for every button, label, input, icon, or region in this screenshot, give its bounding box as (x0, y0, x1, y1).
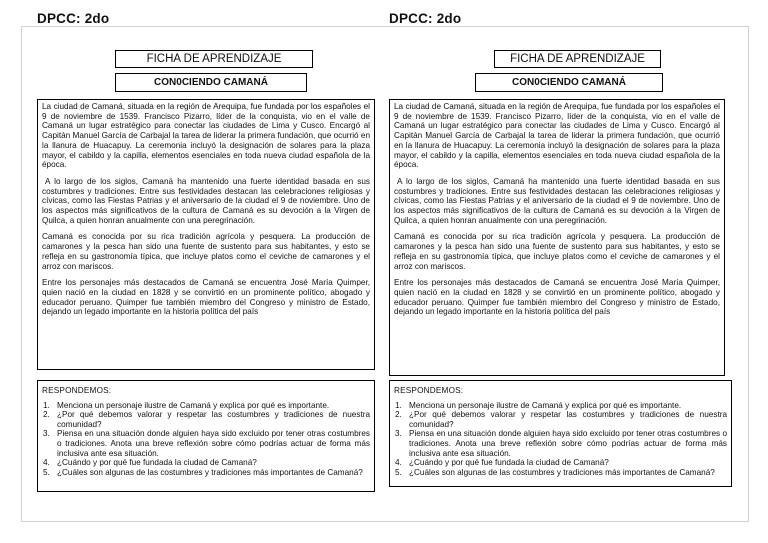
question-text: ¿Por qué debemos valorar y respetar las costumbres y tradiciones de nuestra comunidad? (409, 410, 727, 429)
reading-paragraph: La ciudad de Camaná, situada en la región de Arequipa, fue fundada por los españoles el 9 de noviembre de 1539. Francisco Pizarro, líder de la conquista, vio en el valle de Camaná un lugar estratégico para conectar las ciudades de Lima y Cusco. Encargó al Capitán Manuel García de Carbajal la tarea de liderar la primera fundación, que ocurrió en la llanura de Huacapuy. La ceremonia incluyó la designación de solares para la plaza mayor, el cabildo y la capilla, elementos esenciales en toda nueva ciudad española de la época. (394, 102, 720, 170)
question-text: ¿Por qué debemos valorar y respetar las costumbres y tradiciones de nuestra comunidad? (57, 410, 370, 429)
reading-box (389, 99, 725, 376)
question-item (42, 401, 370, 411)
question-number: 2. (43, 410, 50, 420)
question-item (42, 429, 370, 458)
question-number: 5. (395, 467, 402, 477)
question-item (394, 429, 727, 458)
question-text: Menciona un personaje ilustre de Camaná y explica por qué es importante. (409, 400, 682, 410)
question-item (394, 458, 727, 468)
ficha-title: FICHA DE APRENDIZAJE (494, 50, 661, 68)
question-text: Menciona un personaje ilustre de Camaná y explica por qué es importante. (57, 400, 330, 410)
questions-list (42, 401, 370, 478)
reading-paragraph: Entre los personajes más destacados de Camaná se encuentra José María Quimper, quien nació en la ciudad en 1828 y se convirtió en un prominente político, abogado y educador peruano. Quimper fue también miembro del Congreso y ministro de Estado, dejando un legado importante en la historia política del país (42, 278, 370, 317)
reading-paragraph: A lo largo de los siglos, Camaná ha mantenido una fuerte identidad basada en sus costumbres y tradiciones. Entre sus festividades destacan las celebraciones religiosas y cívicas, como las Fiestas Patrias y el aniversario de la ciudad el 9 de noviembre. Uno de los aspectos más significativos de la cultura de Camaná es su devoción a la Virgen de Quilca, a quien honran anualmente con una peregrinación. (394, 176, 720, 225)
reading-box (37, 99, 375, 370)
question-number: 5. (43, 467, 50, 477)
ficha-title: FICHA DE APRENDIZAJE (115, 50, 313, 68)
question-number: 1. (43, 400, 50, 410)
question-number: 4. (43, 458, 50, 468)
questions-box (37, 380, 375, 492)
reading-paragraph: Camaná es conocida por su rica tradición agrícola y pesquera. La producción de camarones y la pesca han sido una fuente de sustento para sus habitantes, y esto se refleja en su gastronomía típica, que incluye platos como el ceviche de camarones y el arroz con mariscos. (394, 232, 720, 271)
dpcc-label: DPCC: 2do (389, 11, 462, 26)
question-number: 1. (395, 400, 402, 410)
reading-paragraph: Entre los personajes más destacados de Camaná se encuentra José María Quimper, quien nació en la ciudad en 1828 y se convirtió en un prominente político, abogado y educador peruano. Quimper fue también miembro del Congreso y ministro de Estado, dejando un legado importante en la historia política del país (394, 278, 720, 317)
ficha-subtitle: CON0CIENDO CAMANÁ (475, 73, 663, 92)
question-text: Piensa en una situación donde alguien haya sido excluido por tener otras costumbres o tradiciones. Anota una breve reflexión sobre cómo podrías actuar de forma más inclusiva ante esa situación. (409, 429, 727, 458)
questions-heading: RESPONDEMOS: (42, 386, 112, 395)
dpcc-label: DPCC: 2do (37, 11, 110, 26)
question-number: 3. (395, 429, 402, 439)
reading-paragraph: Camaná es conocida por su rica tradición agrícola y pesquera. La producción de camarones y la pesca han sido una fuente de sustento para sus habitantes, y esto se refleja en su gastronomía típica, que incluye platos como el ceviche de camarones y el arroz con mariscos. (42, 232, 370, 271)
question-text: ¿Cuándo y por qué fue fundada la ciudad de Camaná? (409, 458, 609, 468)
questions-box (389, 380, 732, 487)
question-text: Piensa en una situación donde alguien haya sido excluido por tener otras costumbres o tradiciones. Anota una breve reflexión sobre cómo podrías actuar de forma más inclusiva ante esa situación. (57, 429, 370, 458)
question-number: 2. (395, 410, 402, 420)
questions-heading: RESPONDEMOS: (394, 386, 464, 395)
question-item (42, 468, 370, 478)
question-number: 3. (43, 429, 50, 439)
ficha-subtitle: CON0CIENDO CAMANÁ (115, 73, 307, 92)
question-item (42, 410, 370, 429)
question-item (394, 410, 727, 429)
question-number: 4. (395, 458, 402, 468)
question-item (42, 458, 370, 468)
question-text: ¿Cuáles son algunas de las costumbres y tradiciones más importantes de Camaná? (57, 467, 363, 477)
question-text: ¿Cuáles son algunas de las costumbres y tradiciones más importantes de Camaná? (409, 467, 715, 477)
question-item (394, 468, 727, 478)
reading-paragraph: A lo largo de los siglos, Camaná ha mantenido una fuerte identidad basada en sus costumbres y tradiciones. Entre sus festividades destacan las celebraciones religiosas y cívicas, como las Fiestas Patrias y el aniversario de la ciudad el 9 de noviembre. Uno de los aspectos más significativos de la cultura de Camaná es su devoción a la Virgen de Quilca, a quien honran anualmente con una peregrinación. (42, 176, 370, 225)
question-text: ¿Cuándo y por qué fue fundada la ciudad de Camaná? (57, 458, 257, 468)
question-item (394, 401, 727, 411)
questions-list (394, 401, 727, 478)
reading-paragraph: La ciudad de Camaná, situada en la región de Arequipa, fue fundada por los españoles el 9 de noviembre de 1539. Francisco Pizarro, líder de la conquista, vio en el valle de Camaná un lugar estratégico para conectar las ciudades de Lima y Cusco. Encargó al Capitán Manuel García de Carbajal la tarea de liderar la primera fundación, que ocurrió en la llanura de Huacapuy. La ceremonia incluyó la designación de solares para la plaza mayor, el cabildo y la capilla, elementos esenciales en toda nueva ciudad española de la época. (42, 102, 370, 170)
